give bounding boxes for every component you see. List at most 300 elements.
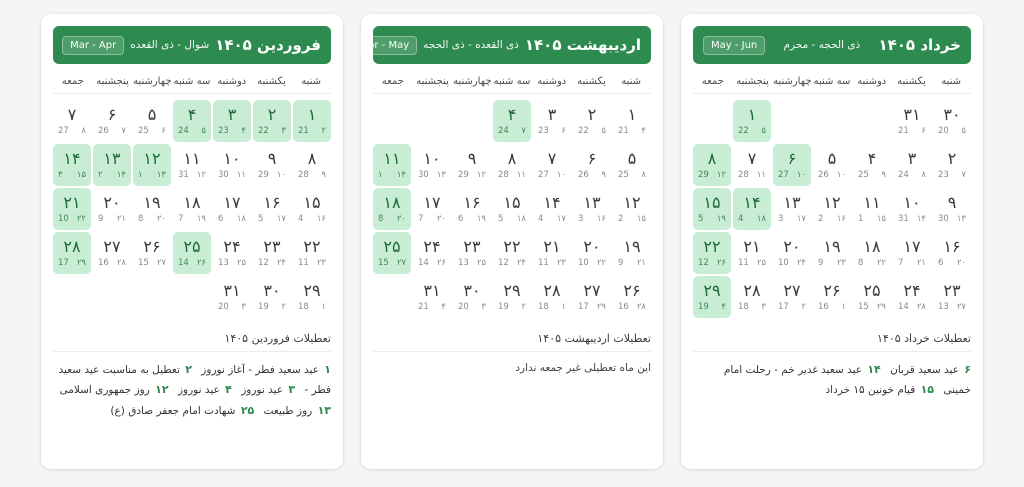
day-cell[interactable] [133,100,171,142]
day-number-persian: ۲۶ [823,280,841,300]
holiday-day-number: ۱۴ [867,363,881,376]
day-number-persian: ۱۱ [183,148,201,168]
day-number-gregorian: 29 [458,169,469,180]
day-number-hijri: ۱۰ [836,169,846,180]
day-cell[interactable] [173,100,211,142]
day-cell[interactable] [93,188,131,230]
day-number-persian: ۹ [947,192,957,212]
day-cell[interactable] [573,144,611,186]
holiday-text: شهادت امام جعفر صادق (ع) [110,404,236,417]
day-number-gregorian: 21 [898,125,909,136]
day-number-hijri: ۲۴ [276,257,286,268]
day-number-gregorian: 6 [218,213,224,224]
day-sub-numbers [773,171,811,180]
day-number-hijri: ۱۹ [196,213,206,224]
day-cell[interactable] [813,188,851,230]
holiday-item [59,384,168,396]
day-cell[interactable] [533,188,571,230]
day-sub-numbers [53,127,91,136]
day-number-gregorian: 19 [698,301,709,312]
day-sub-numbers [533,259,571,268]
holiday-item [201,364,331,376]
day-sub-numbers [893,259,931,268]
day-cell[interactable] [373,232,411,274]
holiday-text: قیام خونین ۱۵ خرداد [825,384,916,397]
day-sub-numbers [813,303,851,312]
day-cell[interactable] [133,232,171,274]
day-cell[interactable] [53,100,91,142]
day-number-persian: ۴ [507,104,517,124]
month-header [693,26,971,64]
day-sub-numbers [253,215,291,224]
day-number-gregorian: ۱ [378,169,383,180]
day-cell[interactable] [573,100,611,142]
day-sub-numbers [573,127,611,136]
day-number-hijri: ۲۲ [76,213,86,224]
day-cell[interactable] [853,188,891,230]
day-cell[interactable] [493,232,531,274]
day-cell[interactable] [173,144,211,186]
day-cell[interactable] [413,188,451,230]
day-number-hijri: ۷ [961,169,966,180]
day-number-persian: ۱۲ [823,192,841,212]
month-title: خرداد ۱۴۰۵ [878,36,961,54]
month-hijri-label: ذی القعده - ذی الحجه [423,39,519,51]
day-number-persian: ۲۹ [703,280,721,300]
day-number-gregorian: 27 [538,169,549,180]
holiday-day-number: ۲۵ [240,403,255,417]
day-sub-numbers [613,303,651,312]
day-number-persian: ۲۵ [183,236,201,256]
day-sub-numbers [573,215,611,224]
day-number-gregorian: 9 [818,257,824,268]
day-number-gregorian: 20 [218,301,229,312]
holiday-day-number: ۴ [225,383,232,397]
day-number-gregorian: 5 [498,213,504,224]
day-number-persian: ۱ [627,104,637,124]
day-number-gregorian: 11 [538,257,549,268]
day-number-gregorian: 27 [778,169,789,180]
day-cell[interactable] [213,276,251,318]
day-cell[interactable] [933,232,971,274]
day-number-hijri: ۱ [321,301,326,312]
day-cell[interactable] [453,232,491,274]
day-cell[interactable] [733,188,771,230]
day-cell[interactable] [533,144,571,186]
day-sub-numbers [853,303,891,312]
day-cell[interactable] [773,188,811,230]
day-cell[interactable] [173,232,211,274]
day-cell[interactable] [533,100,571,142]
day-sub-numbers [853,171,891,180]
day-number-persian: ۸ [307,148,317,168]
day-cell[interactable] [733,276,771,318]
day-cell[interactable] [413,276,451,318]
day-cell[interactable] [853,144,891,186]
holiday-separator [235,384,238,396]
day-sub-numbers [613,215,651,224]
day-sub-numbers [493,171,531,180]
holiday-separator [937,384,940,396]
holiday-day-number: ۲ [185,363,192,376]
day-number-hijri: ۲۷ [956,301,966,312]
day-number-gregorian: 22 [578,125,589,136]
day-number-gregorian: 7 [898,257,904,268]
day-cell[interactable] [133,144,171,186]
day-number-persian: ۱۷ [423,192,441,212]
day-sub-numbers [413,215,451,224]
day-number-hijri: ۲ [801,301,806,312]
day-number-gregorian: ۲ [98,169,103,180]
day-cell[interactable] [533,232,571,274]
day-number-hijri: ۲۶ [716,257,726,268]
day-number-persian: ۱۵ [503,192,521,212]
day-cell[interactable] [933,100,971,142]
day-cell[interactable] [853,276,891,318]
day-cell-empty [853,100,891,142]
day-cell[interactable] [613,100,651,142]
day-number-persian: ۲۶ [143,236,161,256]
day-cell[interactable] [453,276,491,318]
holiday-text: عید نوروز [241,384,284,397]
day-sub-numbers [933,215,971,224]
day-cell[interactable] [613,188,651,230]
weekday-label: جمعه [701,76,724,87]
day-cell[interactable] [773,276,811,318]
day-number-gregorian: 8 [138,213,144,224]
day-cell[interactable] [853,232,891,274]
weekday-row [53,76,331,94]
day-number-persian: ۱۶ [263,192,281,212]
day-number-persian: ۲۸ [743,280,761,300]
day-number-gregorian: 25 [138,125,149,136]
day-cell[interactable] [733,232,771,274]
day-cell[interactable] [733,100,771,142]
day-cell[interactable] [253,100,291,142]
day-number-persian: ۲۱ [63,192,81,212]
day-cell[interactable] [413,232,451,274]
day-cell[interactable] [893,144,931,186]
day-number-persian: ۹ [267,148,277,168]
day-number-persian: ۲ [587,104,597,124]
day-cell[interactable] [213,100,251,142]
day-cell[interactable] [893,100,931,142]
day-number-hijri: ۲۵ [476,257,486,268]
day-cell[interactable] [293,100,331,142]
day-number-hijri: ۱۵ [76,169,86,180]
day-number-gregorian: 24 [178,125,189,136]
day-number-persian: ۱۵ [303,192,321,212]
day-number-gregorian: 18 [738,301,749,312]
day-number-gregorian: 17 [578,301,589,312]
day-number-hijri: ۵ [201,125,206,136]
day-number-persian: ۳ [227,104,237,124]
day-number-gregorian: 17 [778,301,789,312]
day-cell[interactable] [293,144,331,186]
day-number-gregorian: 19 [498,301,509,312]
day-cell[interactable] [573,276,611,318]
day-number-gregorian: 6 [938,257,944,268]
day-number-hijri: ۲ [321,125,326,136]
day-number-gregorian: 12 [258,257,269,268]
weekday-label: پنجشنبه [96,76,129,87]
month-card-farvardin [41,14,343,469]
day-number-hijri: ۶ [561,125,566,136]
day-number-gregorian: 29 [258,169,269,180]
day-cell[interactable] [573,188,611,230]
day-number-gregorian: 30 [938,213,949,224]
holiday-item [178,384,232,396]
day-sub-numbers [133,259,171,268]
day-number-gregorian: 26 [578,169,589,180]
day-number-gregorian: 4 [298,213,304,224]
day-number-persian: ۲۹ [503,280,521,300]
day-cell-empty [53,276,91,318]
day-number-gregorian: 20 [938,125,949,136]
holiday-item [825,384,934,396]
weekday-label: چهارشنبه [453,76,492,87]
day-number-persian: ۲۵ [863,280,881,300]
day-cell[interactable] [453,188,491,230]
day-cell[interactable] [213,232,251,274]
day-cell[interactable] [533,276,571,318]
day-number-hijri: ۱۴ [916,213,926,224]
day-number-gregorian: 4 [738,213,744,224]
day-sub-numbers [493,215,531,224]
day-sub-numbers [893,215,931,224]
weekday-row [373,76,651,94]
day-cell[interactable] [813,276,851,318]
day-sub-numbers [133,215,171,224]
day-cell[interactable] [933,144,971,186]
day-number-persian: ۲۳ [463,236,481,256]
day-number-hijri: ۹ [601,169,606,180]
day-cell-empty [413,100,451,142]
day-number-hijri: ۳ [281,125,286,136]
day-cell[interactable] [613,144,651,186]
weekday-label: یکشنبه [257,76,286,87]
day-cell[interactable] [493,188,531,230]
day-sub-numbers [693,259,731,268]
day-cell[interactable] [813,144,851,186]
day-cell[interactable] [493,100,531,142]
day-cell[interactable] [93,144,131,186]
day-cell[interactable] [133,188,171,230]
day-sub-numbers [733,215,771,224]
day-number-hijri: ۱۶ [316,213,326,224]
day-number-hijri: ۲۶ [436,257,446,268]
day-cell[interactable] [893,232,931,274]
day-number-hijri: ۲۴ [516,257,526,268]
day-number-hijri: ۶ [161,125,166,136]
day-number-hijri: ۱۱ [516,169,526,180]
day-cell[interactable] [53,232,91,274]
holiday-day-number: ۶ [964,363,971,376]
weekday-label: دوشنبه [217,76,247,87]
day-number-gregorian: 22 [738,125,749,136]
day-cell-empty [93,276,131,318]
day-cell[interactable] [173,188,211,230]
day-number-hijri: ۱ [561,301,566,312]
day-number-gregorian: 17 [58,257,69,268]
day-number-gregorian: 11 [298,257,309,268]
day-cell[interactable] [93,232,131,274]
day-sub-numbers [493,259,531,268]
day-number-hijri: ۱ [841,301,846,312]
holiday-item [241,384,295,396]
day-number-persian: ۸ [707,148,717,168]
day-number-persian: ۱۴ [63,148,81,168]
day-cell[interactable] [693,232,731,274]
day-cell[interactable] [813,232,851,274]
day-cell[interactable] [893,188,931,230]
day-sub-numbers [413,259,451,268]
day-number-gregorian: 3 [578,213,584,224]
day-sub-numbers [373,215,411,224]
day-sub-numbers [253,171,291,180]
day-cell[interactable] [893,276,931,318]
day-cell[interactable] [293,188,331,230]
day-number-gregorian: 12 [498,257,509,268]
day-cell[interactable] [493,276,531,318]
day-cell[interactable] [933,188,971,230]
day-number-hijri: ۲۲ [596,257,606,268]
day-number-persian: ۲۴ [903,280,921,300]
day-cell[interactable] [493,144,531,186]
day-sub-numbers [733,259,771,268]
holidays-title: تعطیلات فروردین ۱۴۰۵ [53,332,331,352]
day-cell[interactable] [93,100,131,142]
day-number-hijri: ۱۶ [836,213,846,224]
day-number-persian: ۱۵ [703,192,721,212]
day-cell[interactable] [293,276,331,318]
day-cell[interactable] [933,276,971,318]
day-number-hijri: ۲۷ [156,257,166,268]
day-sub-numbers [173,171,211,180]
day-number-persian: ۱ [747,104,757,124]
day-cell[interactable] [253,144,291,186]
day-number-gregorian: 28 [298,169,309,180]
day-sub-numbers [893,171,931,180]
day-cell[interactable] [613,232,651,274]
day-number-persian: ۱۰ [903,192,921,212]
day-cell[interactable] [413,144,451,186]
day-number-gregorian: 10 [778,257,789,268]
holiday-separator [172,384,175,396]
day-number-hijri: ۴ [441,301,446,312]
day-cell[interactable] [253,232,291,274]
day-cell-empty [773,100,811,142]
day-number-persian: ۲۶ [623,280,641,300]
day-cell[interactable] [773,232,811,274]
day-cell[interactable] [373,144,411,186]
day-sub-numbers [133,171,171,180]
day-number-gregorian: 27 [58,125,69,136]
day-cell[interactable] [733,144,771,186]
day-sub-numbers [453,303,491,312]
day-number-persian: ۲۷ [783,280,801,300]
day-cell[interactable] [613,276,651,318]
day-sub-numbers [93,171,131,180]
day-number-gregorian: 16 [818,301,829,312]
day-sub-numbers [853,259,891,268]
day-sub-numbers [933,303,971,312]
day-sub-numbers [253,259,291,268]
day-cell-empty [373,276,411,318]
day-cell[interactable] [53,188,91,230]
day-number-persian: ۱۴ [743,192,761,212]
day-number-gregorian: 18 [298,301,309,312]
day-sub-numbers [733,127,771,136]
day-number-hijri: ۳ [481,301,486,312]
day-cell[interactable] [453,144,491,186]
month-card-khordad [681,14,983,469]
day-sub-numbers [453,259,491,268]
day-cell-empty [173,276,211,318]
day-cell[interactable] [693,188,731,230]
day-cell[interactable] [213,188,251,230]
day-sub-numbers [533,127,571,136]
day-sub-numbers [93,215,131,224]
day-number-hijri: ۱۵ [876,213,886,224]
day-sub-numbers [573,171,611,180]
day-cell[interactable] [693,276,731,318]
day-number-hijri: ۲۱ [916,257,926,268]
day-cell[interactable] [573,232,611,274]
day-cell[interactable] [773,144,811,186]
day-cell[interactable] [253,188,291,230]
day-number-gregorian: 10 [58,213,69,224]
day-number-gregorian: 15 [858,301,869,312]
day-number-hijri: ۱۲ [716,169,726,180]
weekday-label: سه شنبه [813,76,851,87]
day-number-persian: ۱۱ [863,192,881,212]
day-cell[interactable] [373,188,411,230]
day-sub-numbers [533,215,571,224]
day-cell[interactable] [253,276,291,318]
month-title: فروردین ۱۴۰۵ [215,36,321,54]
day-sub-numbers [213,259,251,268]
day-number-hijri: ۶ [921,125,926,136]
day-number-hijri: ۲ [281,301,286,312]
day-sub-numbers [53,171,91,180]
day-cell[interactable] [293,232,331,274]
day-sub-numbers [533,303,571,312]
day-sub-numbers [173,127,211,136]
day-sub-numbers [573,303,611,312]
day-number-gregorian: ۱ [138,169,143,180]
holidays-list [53,360,331,421]
day-number-gregorian: 2 [818,213,824,224]
day-number-gregorian: 21 [298,125,309,136]
day-number-gregorian: 7 [178,213,184,224]
day-number-hijri: ۲۳ [556,257,566,268]
day-number-gregorian: 24 [498,125,509,136]
weekday-label: سه شنبه [493,76,531,87]
day-sub-numbers [813,215,851,224]
day-number-persian: ۱۲ [623,192,641,212]
day-number-gregorian: 9 [98,213,104,224]
day-cell[interactable] [693,144,731,186]
day-number-hijri: ۳ [241,301,246,312]
day-sub-numbers [173,215,211,224]
day-number-hijri: ۲۸ [636,301,646,312]
day-cell[interactable] [213,144,251,186]
day-number-hijri: ۹ [881,169,886,180]
day-cell[interactable] [53,144,91,186]
day-number-hijri: ۸ [81,125,86,136]
weekday-label: پنجشنبه [416,76,449,87]
